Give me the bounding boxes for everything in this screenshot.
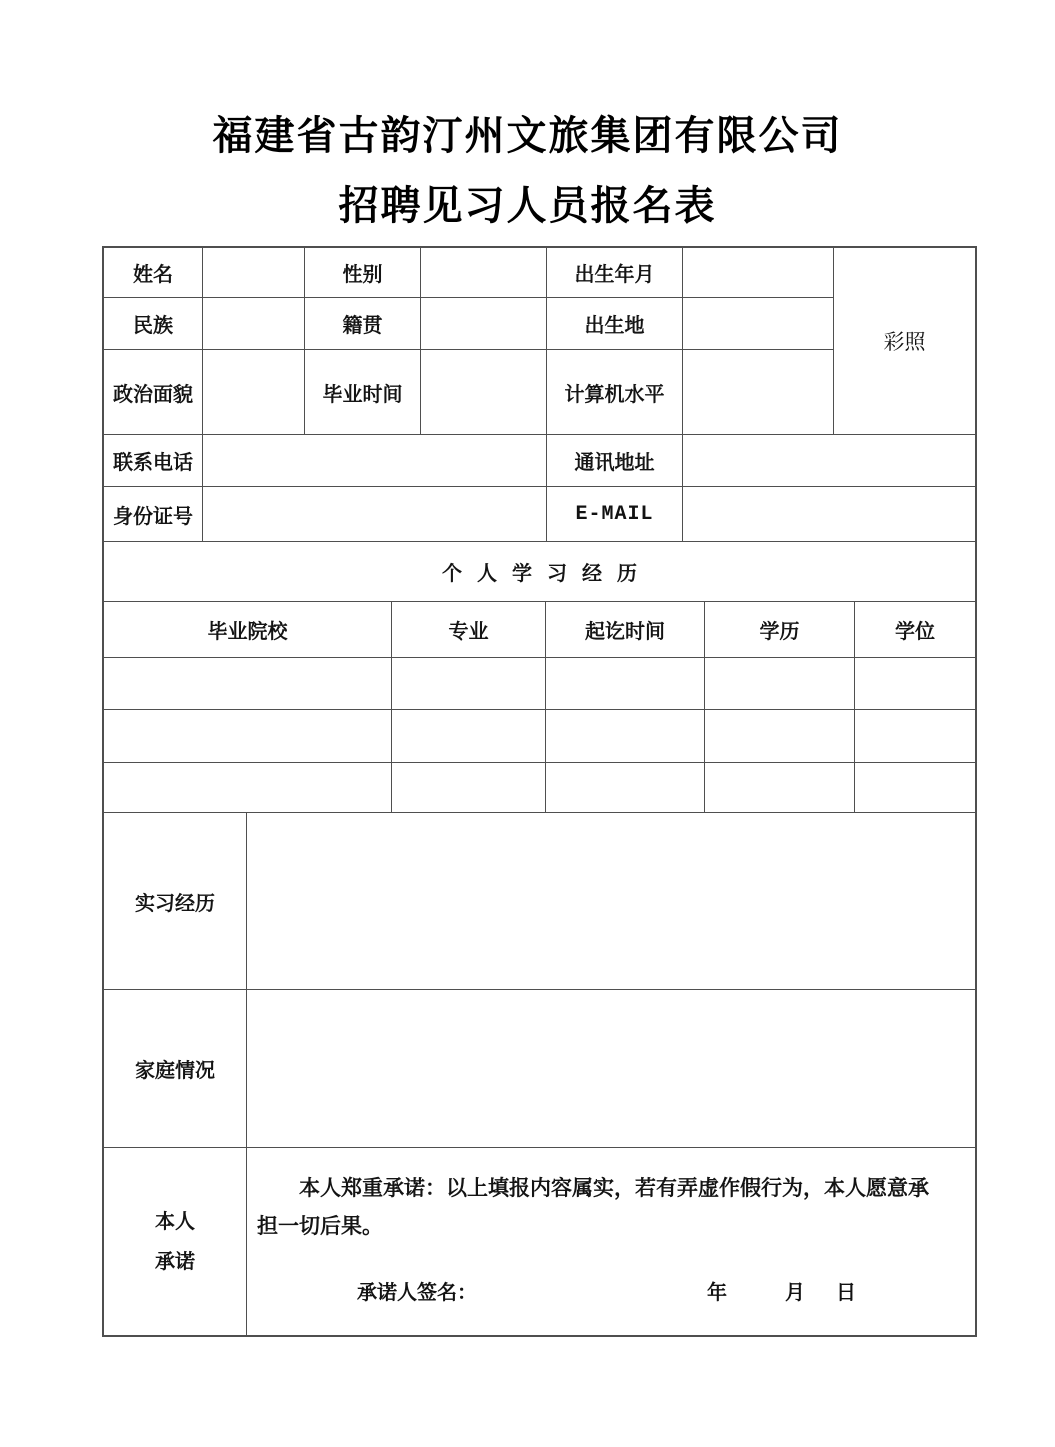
family-section xyxy=(104,990,975,1148)
commitment-label-line2: 承诺 xyxy=(155,1250,195,1273)
education-cell-r3-school[interactable] xyxy=(104,763,392,813)
field-label-gender xyxy=(305,248,421,298)
family-label: 家庭情况 xyxy=(135,1060,215,1082)
phone-label: 联系电话 xyxy=(113,452,193,474)
political-status-label: 政治面貌 xyxy=(113,383,193,406)
education-cell-r1-degree[interactable] xyxy=(855,658,975,710)
company-name-title: 福建省古韵汀州文旅集团有限公司 xyxy=(212,113,843,158)
education-cell-r1-major[interactable] xyxy=(392,658,546,710)
field-label-graduation-date xyxy=(305,350,421,435)
field-label-mailing-address xyxy=(547,435,683,487)
value-computer-level[interactable] xyxy=(683,350,834,435)
value-mailing-address[interactable] xyxy=(683,435,975,487)
education-cell-r3-major[interactable] xyxy=(392,763,546,813)
education-cell-r1-school[interactable] xyxy=(104,658,392,710)
degree-column-label: 学位 xyxy=(895,621,935,643)
field-label-email xyxy=(547,487,683,542)
value-gender[interactable] xyxy=(421,248,547,298)
education-cell-r2-period[interactable] xyxy=(546,710,705,763)
id-number-label: 身份证号 xyxy=(113,505,193,528)
commitment-section xyxy=(104,1148,975,1335)
date-day-label: 日 xyxy=(836,1282,856,1304)
signature-row xyxy=(247,1276,975,1304)
contact-info-section xyxy=(104,435,975,542)
education-cell-r1-degree-level[interactable] xyxy=(705,658,855,710)
commitment-body-cell xyxy=(247,1148,975,1335)
gender-label: 性别 xyxy=(342,264,383,286)
photo-cell[interactable] xyxy=(834,248,975,435)
education-col-degree xyxy=(855,602,975,658)
education-cell-r2-degree[interactable] xyxy=(855,710,975,763)
family-label-cell xyxy=(104,990,247,1148)
period-column-label: 起讫时间 xyxy=(585,621,665,643)
mailing-address-label: 通讯地址 xyxy=(574,452,655,474)
internship-label-cell xyxy=(104,813,247,990)
degree-level-column-label: 学历 xyxy=(759,621,800,643)
commitment-label-cell xyxy=(104,1148,247,1335)
email-label: E-MAIL xyxy=(575,502,654,526)
form-subtitle: 招聘见习人员报名表 xyxy=(338,183,717,228)
value-native-place[interactable] xyxy=(421,298,547,350)
education-cell-r3-period[interactable] xyxy=(546,763,705,813)
education-cell-r2-major[interactable] xyxy=(392,710,546,763)
internship-input-area[interactable] xyxy=(247,813,975,990)
education-col-degree-level xyxy=(705,602,855,658)
name-label: 姓名 xyxy=(133,264,173,286)
education-col-school xyxy=(104,602,392,658)
field-label-name xyxy=(104,248,203,298)
computer-level-label: 计算机水平 xyxy=(564,383,665,406)
field-label-id-number xyxy=(104,487,203,542)
education-section-title: 个人学习经历 xyxy=(442,563,652,585)
birth-date-label: 出生年月 xyxy=(574,264,655,286)
value-name[interactable] xyxy=(203,248,305,298)
education-cell-r2-degree-level[interactable] xyxy=(705,710,855,763)
value-ethnicity[interactable] xyxy=(203,298,305,350)
native-place-label: 籍贯 xyxy=(342,315,383,337)
commitment-statement: 本人郑重承诺：以上填报内容属实，若有弄虚作假行为，本人愿意承担一切后果。 xyxy=(257,1177,929,1238)
education-section xyxy=(104,542,975,602)
education-cell-r1-period[interactable] xyxy=(546,658,705,710)
ethnicity-label: 民族 xyxy=(133,315,173,337)
field-label-ethnicity xyxy=(104,298,203,350)
commitment-label-line1: 本人 xyxy=(155,1210,195,1233)
basic-info-section xyxy=(104,248,975,435)
value-birth-date[interactable] xyxy=(683,248,834,298)
field-label-native-place xyxy=(305,298,421,350)
date-month-label: 月 xyxy=(785,1282,805,1304)
education-history-table xyxy=(104,602,975,813)
value-graduation-date[interactable] xyxy=(421,350,547,435)
field-label-birth-place xyxy=(547,298,683,350)
value-political-status[interactable] xyxy=(203,350,305,435)
field-label-political-status xyxy=(104,350,203,435)
field-label-computer-level xyxy=(547,350,683,435)
value-email[interactable] xyxy=(683,487,975,542)
internship-label: 实习经历 xyxy=(135,892,215,915)
value-id-number[interactable] xyxy=(203,487,547,542)
education-col-period xyxy=(546,602,705,658)
education-cell-r2-school[interactable] xyxy=(104,710,392,763)
birth-place-label: 出生地 xyxy=(584,315,645,337)
education-section-header xyxy=(104,542,975,602)
field-label-phone xyxy=(104,435,203,487)
graduation-date-label: 毕业时间 xyxy=(322,383,403,406)
form-title xyxy=(0,110,1055,232)
date-year-label: 年 xyxy=(707,1282,727,1304)
signature-label: 承诺人签名： xyxy=(357,1282,477,1304)
value-phone[interactable] xyxy=(203,435,547,487)
school-column-label: 毕业院校 xyxy=(207,621,288,643)
education-col-major xyxy=(392,602,546,658)
value-birth-place[interactable] xyxy=(683,298,834,350)
photo-label: 彩照 xyxy=(883,330,926,354)
education-cell-r3-degree-level[interactable] xyxy=(705,763,855,813)
family-input-area[interactable] xyxy=(247,990,975,1148)
field-label-birth-date xyxy=(547,248,683,298)
education-cell-r3-degree[interactable] xyxy=(855,763,975,813)
major-column-label: 专业 xyxy=(448,621,489,643)
application-form-table xyxy=(102,246,977,1337)
internship-section xyxy=(104,813,975,990)
